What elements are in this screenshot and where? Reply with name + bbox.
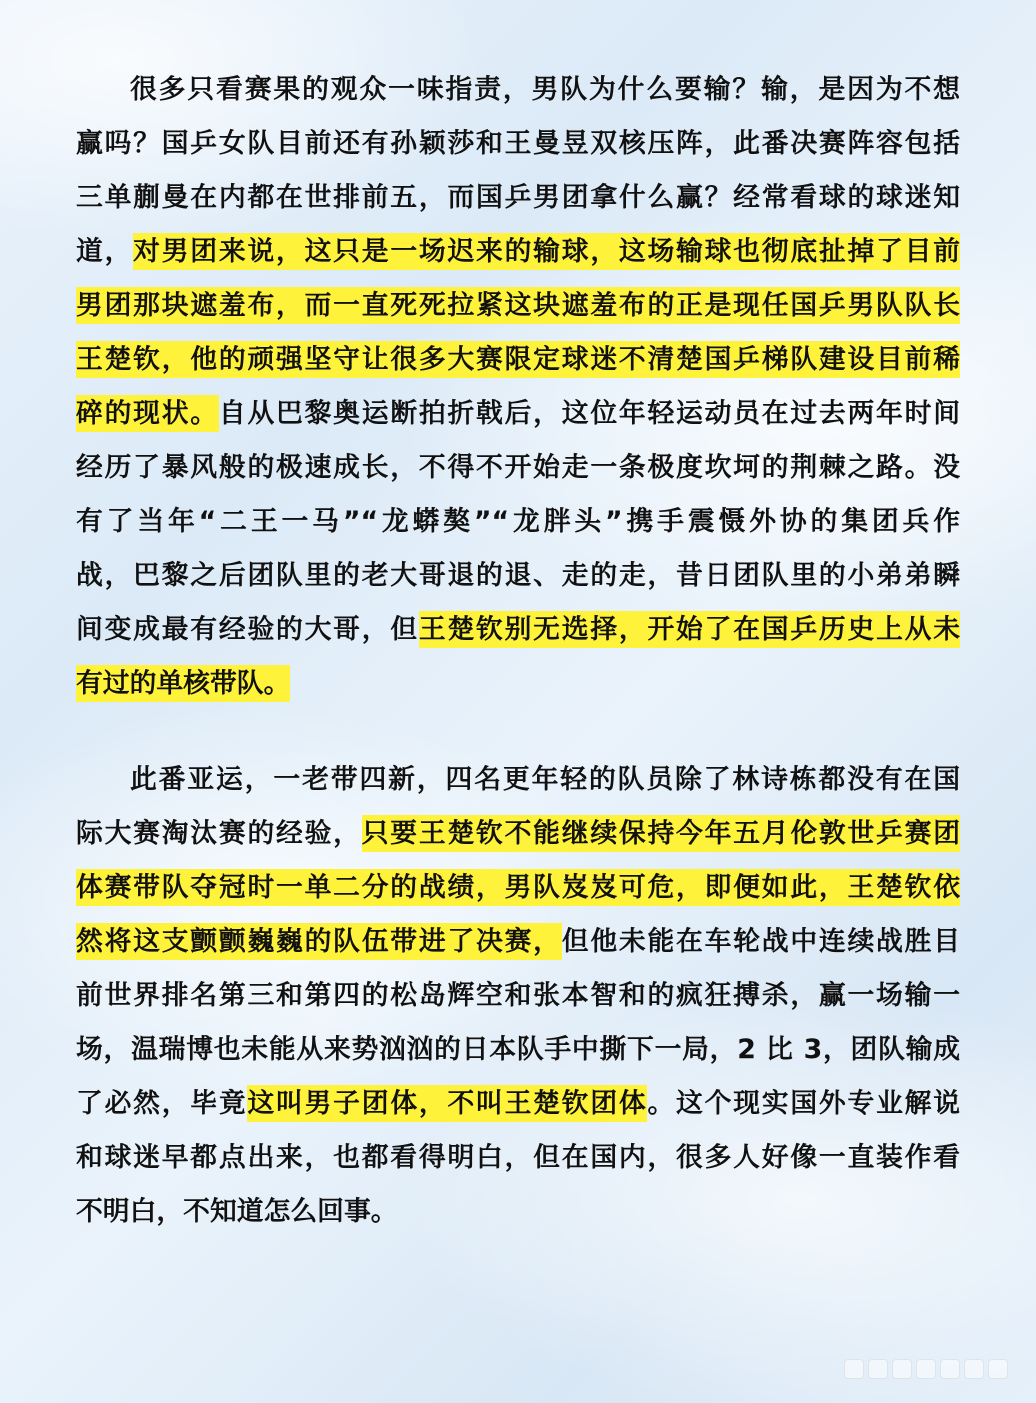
text-line	[76, 861, 960, 915]
text-line: 很多只看赛果的观众一味指责，男队为什么要输？输，是因为不想	[130, 74, 960, 105]
watermark-block	[916, 1359, 936, 1379]
text-line: 间变成最有经验的大哥，但王楚钦别无选择，开始了在国乒历史上从未	[76, 603, 960, 657]
paragraph-2	[76, 753, 960, 1239]
text-line	[76, 657, 960, 711]
paragraph-1	[76, 63, 960, 711]
text-line: 经历了暴风般的极速成长，不得不开始走一条极度坎坷的荆棘之路。没	[76, 452, 960, 483]
watermark-block	[844, 1359, 864, 1379]
text-line: 碎的现状。自从巴黎奥运断拍折戟后，这位年轻运动员在过去两年时间	[76, 387, 960, 441]
text-line: 赢吗？国乒女队目前还有孙颖莎和王曼昱双核压阵，此番决赛阵容包括	[76, 128, 960, 159]
text-line: 有了当年“二王一马”“龙蟒獒”“龙胖头”携手震慑外协的集团兵作	[76, 506, 960, 537]
watermark-block	[964, 1359, 984, 1379]
highlighted-text: 有过的单核带队。	[76, 665, 290, 702]
text-line: 战，巴黎之后团队里的老大哥退的退、走的走，昔日团队里的小弟弟瞬	[76, 560, 960, 591]
watermark	[844, 1359, 1008, 1379]
highlighted-text: 只要王楚钦不能继续保持今年五月伦敦世乒赛团	[362, 815, 960, 852]
watermark-block	[988, 1359, 1008, 1379]
highlighted-text: 王楚钦，他的顽强坚守让很多大赛限定球迷不清楚国乒梯队建设目前稀	[76, 341, 960, 378]
text-line: 此番亚运，一老带四新，四名更年轻的队员除了林诗栋都没有在国	[130, 764, 960, 795]
text-line: 际大赛淘汰赛的经验，只要王楚钦不能继续保持今年五月伦敦世乒赛团	[76, 807, 960, 861]
text-line: 前世界排名第三和第四的松岛辉空和张本智和的疯狂搏杀，赢一场输一	[76, 980, 960, 1011]
highlighted-text: 王楚钦别无选择，开始了在国乒历史上从未	[419, 611, 960, 648]
watermark-block	[940, 1359, 960, 1379]
text-line: 了必然，毕竟这叫男子团体，不叫王楚钦团体。这个现实国外专业解说	[76, 1077, 960, 1131]
text-line	[76, 333, 960, 387]
watermark-block	[892, 1359, 912, 1379]
text-line: 不明白，不知道怎么回事。	[76, 1196, 398, 1227]
text-line: 然将这支颤颤巍巍的队伍带进了决赛，但他未能在车轮战中连续战胜目	[76, 915, 960, 969]
highlighted-text: 这叫男子团体，不叫王楚钦团体	[247, 1085, 647, 1122]
text-line: 场，温瑞博也未能从来势汹汹的日本队手中撕下一局，2 比 3，团队输成	[76, 1034, 960, 1065]
highlighted-text: 然将这支颤颤巍巍的队伍带进了决赛，	[76, 923, 562, 960]
text-line	[76, 279, 960, 333]
text-line: 三单蒯曼在内都在世排前五，而国乒男团拿什么赢？经常看球的球迷知	[76, 182, 960, 213]
highlighted-text: 体赛带队夺冠时一单二分的战绩，男队岌岌可危，即便如此，王楚钦依	[76, 869, 960, 906]
highlighted-text: 对男团来说，这只是一场迟来的输球，这场输球也彻底扯掉了目前	[133, 233, 960, 270]
highlighted-text: 碎的现状。	[76, 395, 219, 432]
text-line: 和球迷早都点出来，也都看得明白，但在国内，很多人好像一直装作看	[76, 1142, 960, 1173]
watermark-block	[868, 1359, 888, 1379]
text-line: 道，对男团来说，这只是一场迟来的输球，这场输球也彻底扯掉了目前	[76, 225, 960, 279]
highlighted-text: 男团那块遮羞布，而一直死死拉紧这块遮羞布的正是现任国乒男队队长	[76, 287, 960, 324]
